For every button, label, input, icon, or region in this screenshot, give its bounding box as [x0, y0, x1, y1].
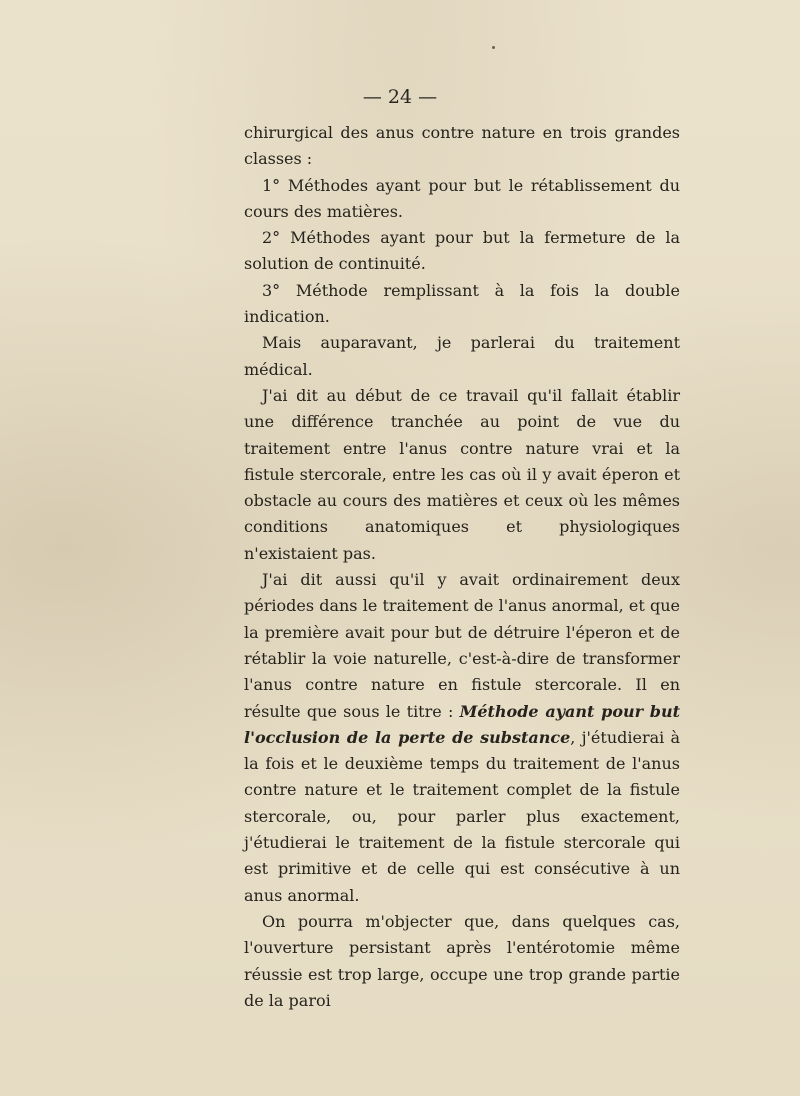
paragraph-method-2: 2° Méthodes ayant pour but la fermeture de la solution de continuité. [244, 228, 680, 274]
page-number: — 24 — [362, 86, 438, 108]
paragraph-method-1: 1° Méthodes ayant pour but le rétablissement du cours des matières. [244, 175, 680, 221]
paragraph-method-3: 3° Méthode remplissant à la fois la double indication. [244, 280, 680, 327]
ink-speck [492, 46, 495, 49]
paragraph-two-periods-start: J'ai dit aussi qu'il y avait ordinairement deux périodes dans le traitement de l'anus anormal, et que la première avait pour but de détruire l'éperon et de rétablir la voie naturelle, c'est-à-dire de transformer l'anus contre nature en fistule stercorale. Il en résulte que sous le titre : [244, 570, 680, 721]
method-title-italic: Méthode ayant pour but l'occlusion de la perte de substance [244, 701, 681, 747]
paragraph-two-periods [244, 567, 680, 909]
body-text [244, 120, 680, 1014]
paragraph-intro: chirurgical des anus contre nature en trois grandes classes : [244, 123, 680, 169]
paragraph-distinction: J'ai dit au début de ce travail qu'il fallait établir une différence tranchée au point de vue du traitement entre l'anus contre nature vrai et la fistule stercorale, entre les cas où il y avait éperon et obstacle au cours des matières et ceux où les mêmes conditions anatomiques et physiologiques n'existaient pas. [244, 385, 680, 563]
paragraph-medical-treatment: Mais auparavant, je parlerai du traitement médical. [244, 333, 680, 379]
paragraph-objection: On pourra m'objecter que, dans quelques cas, l'ouverture persistant après l'entérotomie même réussie est trop large, occupe une trop grande partie de la paroi [244, 911, 680, 1010]
paragraph-two-periods-end: , j'étudierai à la fois et le deuxième temps du traitement de l'anus contre nature et le traitement complet de la fistule stercorale, ou, pour parler plus exactement, j'étudierai le traitement de la fistule stercorale qui est primitive et de celle qui est consécutive à un anus anormal. [244, 727, 680, 905]
